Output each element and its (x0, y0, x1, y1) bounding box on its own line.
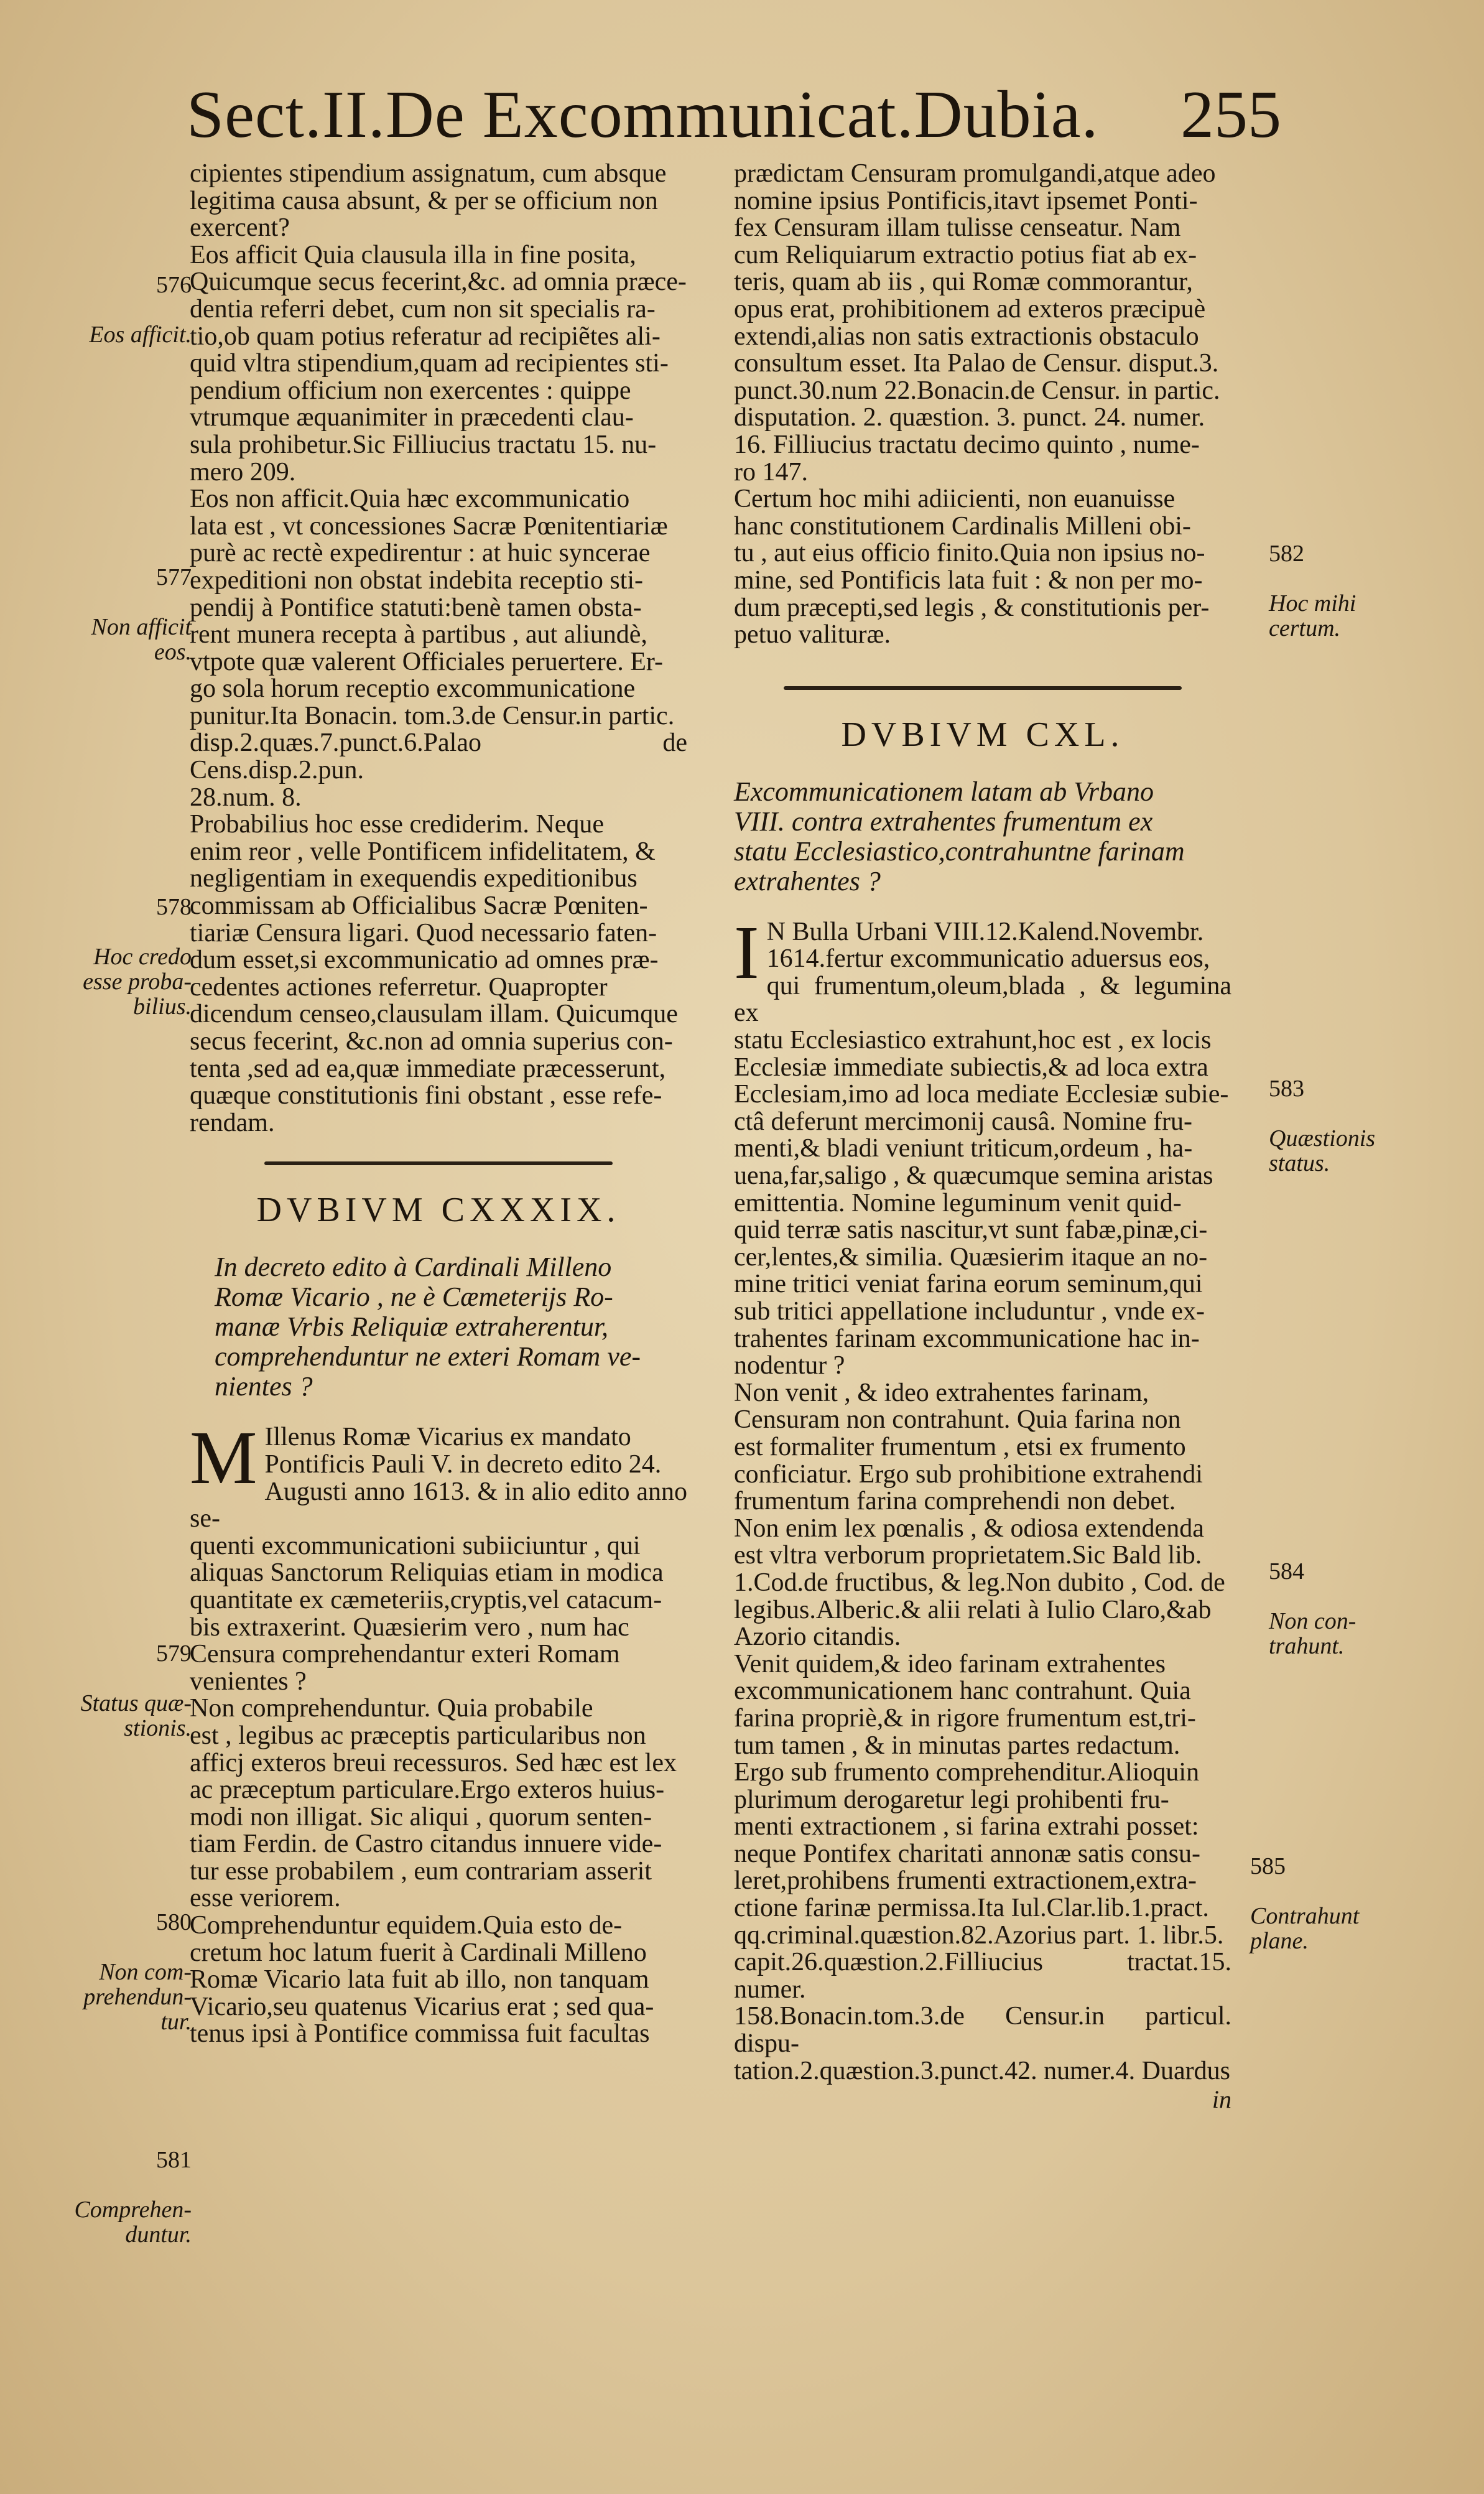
margin-note (49, 2123, 192, 2247)
margin-note-number: 577 (156, 564, 192, 590)
section-rule (264, 1161, 613, 1165)
dubium-question: Excommunicationem latam ab Vrbano VIII. contra extrahentes frumentum ex statu Ecclesiastico,contrahuntne farinam extrahentes ? (734, 776, 1185, 896)
margin-note (1250, 1829, 1406, 1953)
margin-note-text: Contrahunt plane. (1250, 1903, 1360, 1954)
margin-note (49, 540, 192, 664)
margin-note-text: Hoc mihi certum. (1269, 590, 1356, 641)
dubium-question: In decreto edito à Cardinali Milleno Romæ Vicario , ne è Cæmeterijs Ro- manæ Vrbis Reliquiæ extraherentur, comprehenduntur ne exteri Romam ve- nientes ? (215, 1252, 641, 1402)
margin-note-text: Non com- prehendun- tur. (83, 1959, 192, 2035)
paragraph-with-dropcap (190, 1416, 687, 1696)
section-rule (784, 686, 1182, 690)
paragraph: Venit quidem,& ideo farinam extrahentes excommunicationem hanc contrahunt. Quia farina propriè,& in rigore frumentum est,tri- tum tamen , & in minutas partes redactum. Ergo sub frumento comprehenditur.Alioquin plurimum derogaretur legi prohibenti fru- menti extractionem , si farina extrahi posset: neque Pontifex charitati annonæ satis consu- leret,prohibens frumenti extractionem,extra- ctione farinæ permissa.Ita Iul.Clar.lib.1.pract. qq.criminal.quæstion.82.Azorius part. 1. libr.5. capit.26.quæstion.2.Filliucius tractat.15. numer. 158.Bonacin.tom.3.de Censur.in particul. dispu- tation.2.quæstion.3.punct.42. numer.4. Duardus (734, 1649, 1231, 2085)
catchword: in (1212, 2085, 1231, 2114)
paragraph: Certum hoc mihi adiicienti, non euanuisse hanc constitutionem Cardinalis Milleni obi- tu , aut eius officio finito.Quia non ipsius no- mine, sed Pontificis lata fuit : & non per mo- dum præcepti,sed legis , & constitutionis per- petuo valituræ. (734, 485, 1210, 649)
margin-note (49, 870, 192, 1019)
margin-note-number: 578 (156, 894, 192, 920)
margin-note-number: 583 (1269, 1076, 1304, 1102)
margin-note-text: Status quæ- stionis. (80, 1690, 192, 1741)
paragraph: Eos non afficit.Quia hæc excommunicatio lata est , vt concessiones Sacræ Pœnitentiariæ purè ac rectè expedirentur : at huic syncerae expeditioni non obstat indebita receptio sti- pendij à Pontifice statuti:benè tamen obsta- rent munera recepta à partibus , aut aliundè, vtpote quæ valerent Officiales peruertere. Er- go sola horum receptio excommunicatione punitur.Ita Bonacin. tom.3.de Censur.in partic. disp.2.quæs.7.punct.6.Palao de Cens.disp.2.pun. 28.num. 8. (190, 485, 687, 812)
margin-note-number: 582 (1269, 541, 1304, 567)
paragraph: Probabilius hoc esse crediderim. Neque enim reor , velle Pontificem infidelitatem, & negligentiam in exequendis expeditionibus commissam ab Officialibus Sacræ Pœniten- tiariæ Censura ligari. Quod necessario faten- dum esset,si excommunicatio ad omnes præ- cedentes actiones referretur. Quapropter dicendum censeo,clausulam illam. Quicumque secus fecerint, &c.non ad omnia superius con- tenta ,sed ad ea,quæ immediate præcesserunt, quæque constitutionis fini obstant , esse refe- rendam. (190, 810, 678, 1137)
margin-note-text: Quæstionis status. (1269, 1125, 1376, 1176)
margin-note-number: 580 (156, 1909, 192, 1935)
paragraph: Non comprehenduntur. Quia probabile est , legibus ac præceptis particularibus non afficj exteros breui recessuros. Sed hæc est lex ac præceptum particulare.Ergo exteros huius- modi non illigat. Sic aliqui , quorum senten- tiam Ferdin. de Castro citandus innuere vide- tur esse probabilem , eum contrariam asserit esse veriorem. (190, 1694, 677, 1913)
drop-cap: M (190, 1416, 257, 1501)
dubium-heading: DVBIVM CXXXIX. (256, 1191, 621, 1230)
margin-note-text: Non con- trahunt. (1269, 1608, 1356, 1659)
paragraph: Illenus Romæ Vicarius ex mandato Pontificis Pauli V. in decreto edito 24. Augusti anno 1613. & in alio edito anno se- quenti excommunicationi subiiciuntur , qui aliquas Sanctorum Reliquias etiam in modica quantitate ex cæmeteriis,cryptis,vel catacum- bis extraxerint. Quæsierim vero , num hac Censura comprehendantur exteri Romam venientes ? (190, 1423, 687, 1696)
paragraph: Eos afficit Quia clausula illa in fine posita, Quicumque secus fecerint,&c. ad omnia præce- dentia referri debet, cum non sit specialis ra- tio,ob quam potius referatur ad recipiẽtes ali- quid vltra stipendium,quam ad recipientes sti- pendium officium non exercentes : quippe vtrumque æquanimiter in præcedenti clau- sula prohibetur.Sic Filliucius tractatu 15. nu- mero 209. (190, 240, 687, 486)
paragraph: N Bulla Urbani VIII.12.Kalend.Novembr. 1614.fertur excommunicatio aduersus eos, qui frumentum,oleum,blada , & legumina ex statu Ecclesiastico extrahunt,hoc est , ex locis Ecclesiæ immediate subiectis,& ad loca extra Ecclesiam,imo ad loca mediate Ecclesiæ subie- ctâ deferunt mercimonij causâ. Nomine fru- menti,& bladi veniunt triticum,ordeum , ha- uena,far,saligo , & quæcumque semina aristas emittentia. Nomine leguminum venit quid- quid terræ satis nascitur,vt sunt fabæ,pinæ,ci- cer,lentes,& similia. Quæsierim itaque an no- mine tritici veniat farina eorum seminum,qui sub tritici appellatione includuntur , vnde ex- trahentes farinam excommunicatione hac in- nodentur ? (734, 917, 1231, 1380)
margin-note-number: 579 (156, 1640, 192, 1667)
margin-note-number: 585 (1250, 1853, 1286, 1879)
margin-note-number: 581 (156, 2147, 192, 2173)
paragraph: Non venit , & ideo extrahentes farinam, Censuram non contrahunt. Quia farina non est formaliter frumentum , etsi ex frumento conficiatur. Ergo sub prohibitione extrahendi frumentum farina comprehendi non debet. Non enim lex pœnalis , & odiosa extendenda est vltra verborum proprietatem.Sic Bald lib. 1.Cod.de fructibus, & leg.Non dubito , Cod. de legibus.Alberic.& alii relati à Iulio Claro,&ab Azorio citandis. (734, 1378, 1225, 1652)
margin-note-number: 584 (1269, 1558, 1304, 1584)
margin-note (1269, 1534, 1412, 1659)
margin-note-text: Comprehen- duntur. (74, 2197, 192, 2248)
margin-note-text: Eos afficit. (89, 322, 192, 348)
paragraph-with-dropcap (734, 910, 1231, 1380)
running-title: Sect.II.De Excommunicat.Dubia. (187, 78, 1099, 152)
left-column (190, 161, 687, 2048)
paragraph: prædictam Censuram promulgandi,atque adeo nomine ipsius Pontificis,itavt ipsemet Ponti- fex Censuram illam tulisse censeatur. Nam cum Reliquiarum extractio potius fiat ab ex- teris, quam ab iis , qui Romæ commorantur, opus erat, prohibitionem ad exteros præcipuè extendi,alias non satis extractionis obstaculo consultum esset. Ita Palao de Censur. disput.3. punct.30.num 22.Bonacin.de Censur. in partic. disputation. 2. quæstion. 3. punct. 24. numer. 16. Filliucius tractatu decimo quinto , nume- ro 147. (734, 159, 1220, 486)
margin-note-number: 576 (156, 272, 192, 298)
margin-note (1269, 516, 1406, 641)
margin-note (49, 1616, 192, 1741)
margin-note (49, 1885, 192, 2034)
dubium-heading: DVBIVM CXL. (841, 715, 1125, 754)
margin-note (1269, 1051, 1412, 1176)
margin-note-text: Hoc credo esse proba- bilius. (83, 944, 192, 1020)
paragraph: Comprehenduntur equidem.Quia esto de- cretum hoc latum fuerit à Cardinali Milleno Romæ Vicario lata fuit ab illo, non tanquam Vicario,seu quatenus Vicarius erat ; sed qua- tenus ipsi à Pontifice commissa fuit facultas (190, 1911, 654, 2049)
margin-note-text: Non afficit eos. (91, 614, 192, 665)
drop-cap: I (734, 910, 759, 995)
page-header (187, 75, 1281, 156)
right-column (734, 161, 1231, 2114)
paragraph: cipientes stipendium assignatum, cum absque legitima causa absunt, & per se officium non exercent? (190, 159, 667, 243)
margin-note (49, 248, 192, 347)
page-number: 255 (1180, 78, 1281, 152)
